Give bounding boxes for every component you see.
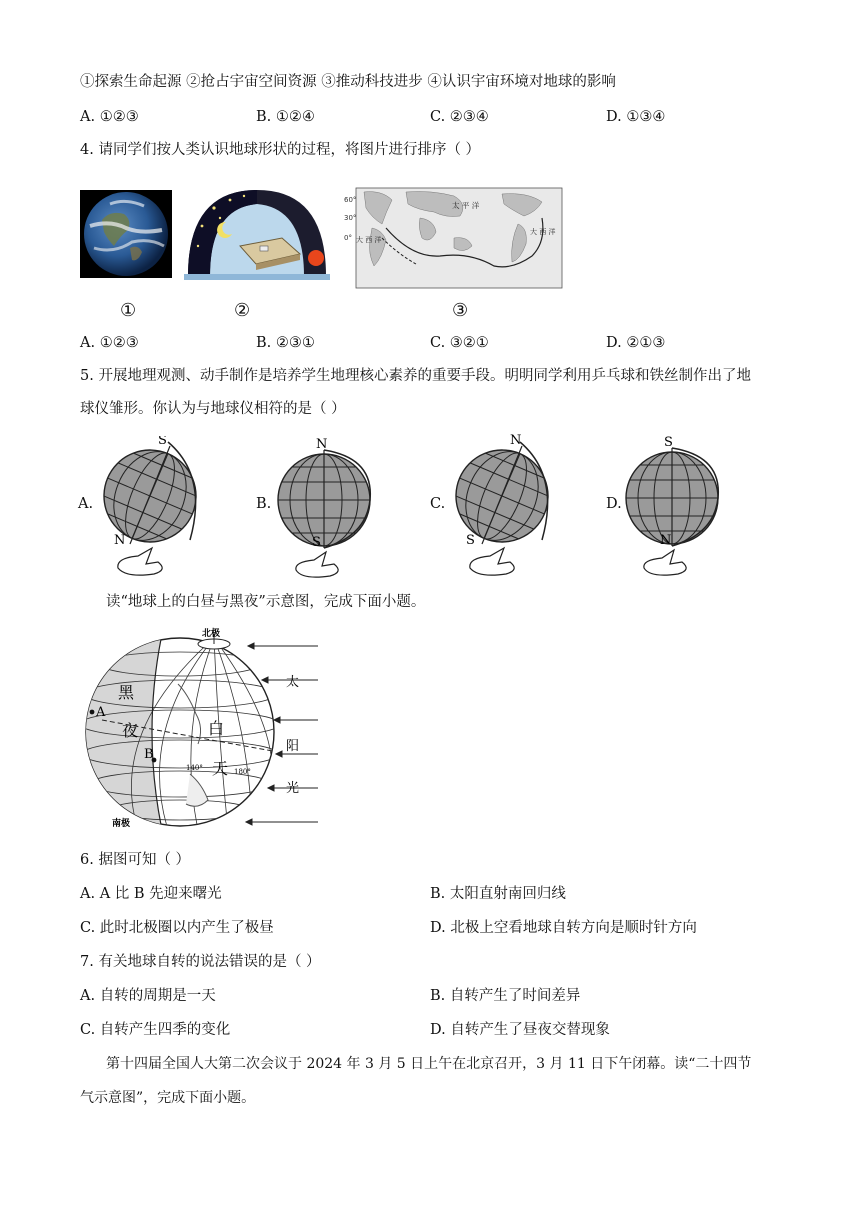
solar-terms-intro-line1: 第十四届全国人大第二次会议于 2024 年 3 月 5 日上午在北京召开，3 月 11 日下午闭幕。读“二十四节 bbox=[106, 1056, 752, 1072]
globe-b-bottom-pole: S bbox=[312, 535, 321, 550]
night-char-2: 夜 bbox=[122, 721, 139, 740]
q5-stem-line1: 5. 开展地理观测、动手制作是培养学生地理核心素养的重要手段。明明同学利用乒乓球和铁丝制作出了地 bbox=[80, 368, 751, 384]
south-pole-label: 南极 bbox=[112, 819, 131, 829]
sun-char-3: 光 bbox=[286, 781, 300, 796]
q3-items: ①探索生命起源 ②抢占宇宙空间资源 ③推动科技进步 ④认识宇宙环境对地球的影响 bbox=[80, 74, 616, 90]
q3-option-d[interactable]: D. ①③④ bbox=[606, 109, 666, 125]
sun-char-2: 阳 bbox=[286, 739, 300, 754]
day-char-1: 白 bbox=[208, 719, 225, 738]
solar-terms-intro-line2: 气示意图”，完成下面小题。 bbox=[80, 1090, 256, 1106]
q4-image-label-1: ① bbox=[120, 300, 137, 321]
globe-c[interactable] bbox=[450, 432, 560, 582]
globe-a[interactable] bbox=[98, 436, 208, 582]
point-a-label: A bbox=[96, 705, 106, 720]
lat-label-eq: 0° bbox=[344, 234, 352, 242]
q4-option-b[interactable]: B. ②③① bbox=[256, 335, 315, 351]
q3-option-a[interactable]: A. ①②③ bbox=[80, 109, 139, 125]
q6-option-b[interactable]: B. 太阳直射南回归线 bbox=[430, 886, 566, 902]
q3-option-c[interactable]: C. ②③④ bbox=[430, 109, 489, 125]
lon-label-180: 180° bbox=[234, 768, 251, 776]
q4-image-label-3: ③ bbox=[452, 300, 469, 321]
q4-option-a[interactable]: A. ①②③ bbox=[80, 335, 139, 351]
day-char-2: 天 bbox=[212, 759, 229, 778]
pacific-label: 太 平 洋 bbox=[452, 201, 480, 210]
q6-stem: 6. 据图可知（ ） bbox=[80, 852, 191, 868]
q4-stem: 4. 请同学们按人类认识地球形状的过程，将图片进行排序（ ） bbox=[80, 142, 481, 158]
q4-option-d[interactable]: D. ②①③ bbox=[606, 335, 666, 351]
globe-a-bottom-pole: N bbox=[114, 533, 126, 548]
globe-b-top-pole: N bbox=[316, 437, 328, 452]
earth-photo bbox=[80, 190, 172, 278]
q5-option-d-letter[interactable]: D. bbox=[606, 496, 622, 512]
q7-stem: 7. 有关地球自转的说法错误的是（ ） bbox=[80, 954, 321, 970]
voyage-map bbox=[342, 178, 574, 300]
q3-option-b[interactable]: B. ①②④ bbox=[256, 109, 315, 125]
daynight-diagram bbox=[78, 624, 322, 832]
globe-c-bottom-pole: S bbox=[466, 533, 475, 548]
globe-d-top-pole: S bbox=[664, 435, 673, 450]
q5-option-b-letter[interactable]: B. bbox=[256, 496, 272, 512]
q7-option-a[interactable]: A. 自转的周期是一天 bbox=[80, 988, 216, 1004]
lat-label-mid: 30° bbox=[344, 214, 357, 222]
lon-label-140: 140° bbox=[186, 764, 203, 772]
atlantic-right-label: 大 西 洋 bbox=[530, 228, 556, 236]
daynight-intro: 读“地球上的白昼与黑夜”示意图，完成下面小题。 bbox=[106, 594, 426, 610]
north-pole-label: 北极 bbox=[202, 629, 221, 639]
q5-option-c-letter[interactable]: C. bbox=[430, 496, 446, 512]
point-b-label: B bbox=[144, 747, 154, 762]
q7-option-d[interactable]: D. 自转产生了昼夜交替现象 bbox=[430, 1022, 610, 1038]
q4-option-c[interactable]: C. ③②① bbox=[430, 335, 489, 351]
globe-d-bottom-pole: N bbox=[660, 533, 672, 548]
flat-earth-dome bbox=[184, 186, 330, 280]
night-char-1: 黑 bbox=[118, 683, 135, 702]
globe-c-top-pole: N bbox=[510, 433, 522, 448]
lat-label-top: 60° bbox=[344, 196, 357, 204]
q7-option-b[interactable]: B. 自转产生了时间差异 bbox=[430, 988, 581, 1004]
q6-option-c[interactable]: C. 此时北极圈以内产生了极昼 bbox=[80, 920, 274, 936]
globe-d[interactable] bbox=[618, 432, 728, 582]
atlantic-left-label: 大 西 洋 bbox=[356, 236, 382, 244]
q7-option-c[interactable]: C. 自转产生四季的变化 bbox=[80, 1022, 231, 1038]
q5-option-a-letter[interactable]: A. bbox=[78, 496, 94, 512]
q4-image-label-2: ② bbox=[234, 300, 251, 321]
q5-stem-line2: 球仪雏形。你认为与地球仪相符的是（ ） bbox=[80, 401, 346, 417]
q6-option-d[interactable]: D. 北极上空看地球自转方向是顺时针方向 bbox=[430, 920, 697, 936]
sun-char-1: 太 bbox=[286, 675, 300, 690]
q6-option-a[interactable]: A. A 比 B 先迎来曙光 bbox=[80, 886, 222, 902]
globe-b[interactable] bbox=[270, 436, 380, 582]
globe-a-top-pole: S bbox=[158, 436, 167, 448]
